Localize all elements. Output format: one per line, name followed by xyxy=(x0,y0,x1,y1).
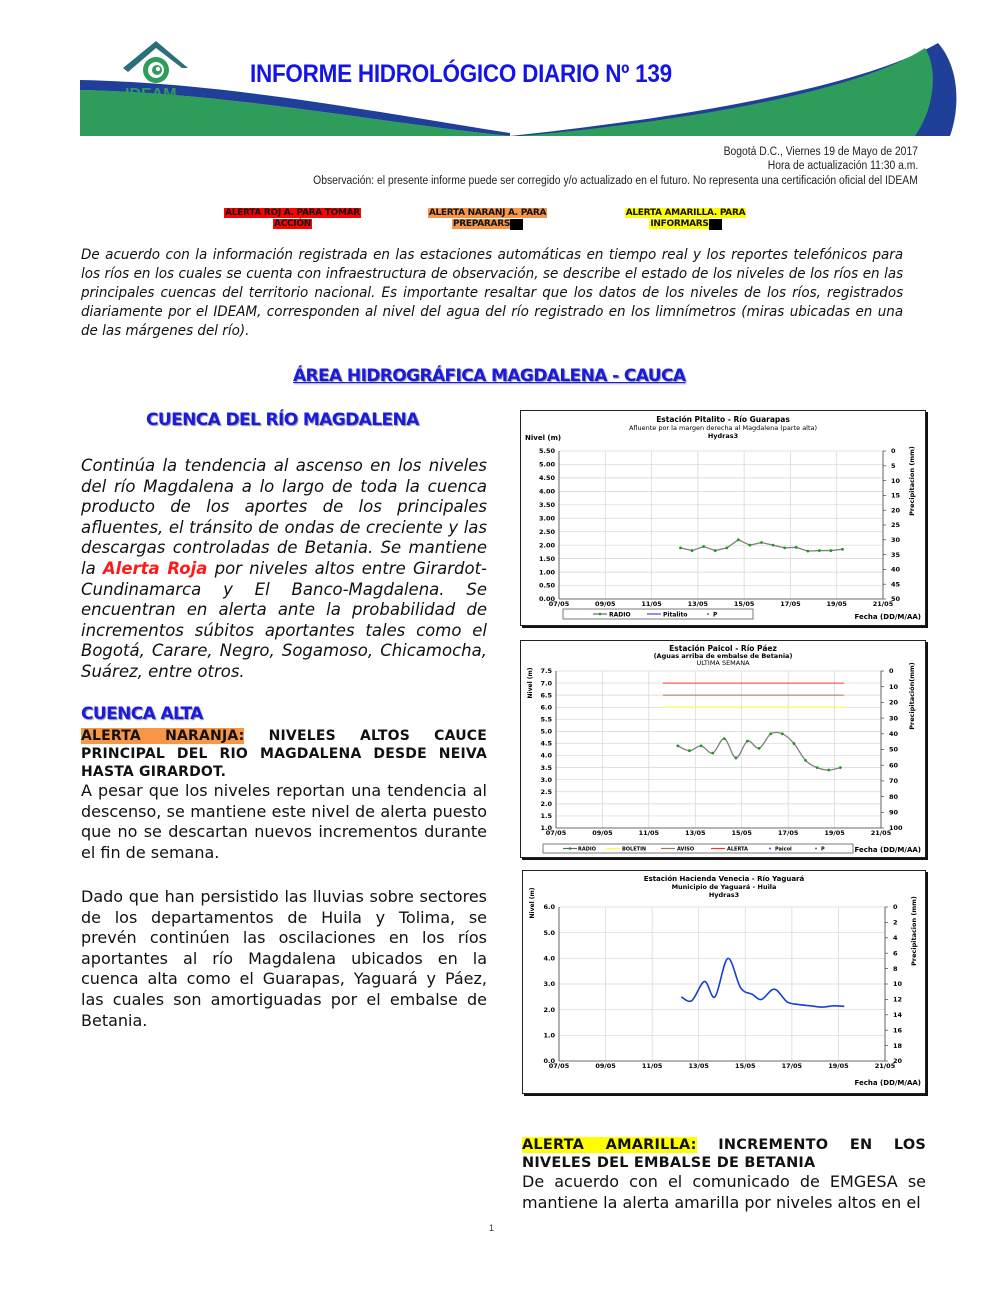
svg-text:20: 20 xyxy=(889,698,899,707)
legend-boletin: BOLETIN xyxy=(622,846,647,853)
alerta-amarilla-label: ALERTA AMARILLA: xyxy=(522,1137,697,1153)
y-axis-label: Nivel (m) xyxy=(529,887,536,919)
legend-yellow-alert xyxy=(618,208,753,230)
svg-text:21/05: 21/05 xyxy=(870,829,892,837)
svg-text:19/05: 19/05 xyxy=(828,1062,849,1070)
svg-text:0.0: 0.0 xyxy=(543,1057,555,1066)
svg-text:3.50: 3.50 xyxy=(538,501,555,510)
svg-text:07/05: 07/05 xyxy=(548,600,570,608)
chart-hacienda-venecia xyxy=(522,870,926,1094)
chart-paicol xyxy=(520,640,926,858)
svg-text:15: 15 xyxy=(891,491,901,500)
alerta-amarilla-section xyxy=(522,1136,926,1213)
svg-text:09/05: 09/05 xyxy=(595,600,616,608)
legend-radio: RADIO xyxy=(578,846,596,853)
legend-orange-alert xyxy=(420,208,555,230)
observation-note: Observación: el presente informe puede ser corregido y/o actualizado en el futuro. No representa una certificación oficial del IDEAM xyxy=(313,175,918,187)
svg-text:4.5: 4.5 xyxy=(540,739,552,748)
svg-text:17/05: 17/05 xyxy=(781,1062,803,1070)
legend-p: P xyxy=(821,846,825,853)
svg-text:3.5: 3.5 xyxy=(540,763,552,772)
svg-text:3.0: 3.0 xyxy=(540,775,552,784)
svg-text:7.5: 7.5 xyxy=(540,667,552,676)
svg-text:4.00: 4.00 xyxy=(538,487,555,496)
svg-text:10: 10 xyxy=(891,476,901,485)
page-number: 1 xyxy=(489,1223,495,1233)
svg-text:35: 35 xyxy=(891,550,901,559)
update-time: Hora de actualización 11:30 a.m. xyxy=(767,160,918,172)
cuenca-text-1: Continúa la tendencia al ascenso en los niveles del río Magdalena a lo largo de toda la cuenca producto de los aportes de los principales afluentes, el tránsito de ondas de creciente y las descargas controladas de Betania. Se mantiene la xyxy=(81,456,487,578)
svg-text:6.0: 6.0 xyxy=(543,903,555,912)
svg-text:5.50: 5.50 xyxy=(538,447,555,456)
y-axis-label: Nivel (m) xyxy=(525,434,562,442)
chart-pitalito xyxy=(520,410,926,626)
alerta-amarilla-para: De acuerdo con el comunicado de EMGESA se mantiene la alerta amarilla por niveles altos en el xyxy=(522,1172,926,1212)
chart-subtitle: Municipio de Yaguará - Huila xyxy=(671,883,777,891)
svg-text:15/05: 15/05 xyxy=(733,600,755,608)
svg-text:0.50: 0.50 xyxy=(538,581,555,590)
svg-text:2: 2 xyxy=(893,918,898,927)
x-axis-label: Fecha (DD/M/AA) xyxy=(854,846,921,854)
alerta-naranja-heading xyxy=(81,727,487,781)
chart-subtitle: Afluente por la margen derecha al Magdalena (parte alta) xyxy=(628,424,818,432)
y2-axis-label: Precipitación(mm) xyxy=(908,662,916,730)
svg-text:1.5: 1.5 xyxy=(540,812,552,821)
alerta-naranja-text: NIVELES ALTOS CAUCE PRINCIPAL DEL RIO MAGDALENA DESDE NEIVA HASTA GIRARDOT. xyxy=(81,728,487,780)
svg-text:8: 8 xyxy=(893,964,898,973)
legend-yellow-line2: INFORMARS xyxy=(650,219,709,229)
chart-subtitle: (Aguas arriba de embalse de Betania) xyxy=(653,652,793,660)
svg-text:0: 0 xyxy=(891,447,896,456)
chart-subtitle2: ULTIMA SEMANA xyxy=(696,659,750,667)
svg-text:1.0: 1.0 xyxy=(543,1031,555,1040)
svg-text:09/05: 09/05 xyxy=(595,1062,616,1070)
chart-title: Estación Hacienda Venecia - Río Yaguará xyxy=(643,875,805,883)
svg-text:2.50: 2.50 xyxy=(538,527,555,536)
svg-text:19/05: 19/05 xyxy=(824,829,845,837)
legend-paicol: Paicol xyxy=(775,846,792,853)
svg-text:13/05: 13/05 xyxy=(685,829,706,837)
chart-title: Estación Paicol - Río Páez xyxy=(669,644,777,653)
chart-subtitle2: Hydras3 xyxy=(707,432,739,440)
svg-text:90: 90 xyxy=(889,808,899,817)
svg-text:2.5: 2.5 xyxy=(540,787,552,796)
cuenca-paragraph xyxy=(81,456,487,683)
svg-text:6.5: 6.5 xyxy=(540,691,552,700)
svg-text:6.0: 6.0 xyxy=(540,703,552,712)
svg-text:3.00: 3.00 xyxy=(538,514,555,523)
svg-text:5.0: 5.0 xyxy=(543,928,555,937)
svg-text:19/05: 19/05 xyxy=(826,600,847,608)
svg-text:10: 10 xyxy=(893,980,903,989)
area-title: ÁREA HIDROGRÁFICA MAGDALENA - CAUCA xyxy=(293,366,686,386)
svg-text:6: 6 xyxy=(893,949,898,958)
alerta-roja-highlight: Alerta Roja xyxy=(102,558,208,578)
svg-text:2.0: 2.0 xyxy=(540,800,552,809)
svg-text:3.0: 3.0 xyxy=(543,980,555,989)
svg-text:5: 5 xyxy=(891,462,896,470)
redaction-block xyxy=(510,219,523,230)
svg-text:07/05: 07/05 xyxy=(548,1062,570,1070)
svg-text:30: 30 xyxy=(891,536,901,544)
svg-text:12: 12 xyxy=(893,995,903,1004)
legend-yellow-line1: ALERTA AMARILLA. PARA xyxy=(625,208,746,218)
svg-text:7.0: 7.0 xyxy=(540,679,552,688)
svg-text:13/05: 13/05 xyxy=(687,600,709,608)
logo-text: IDEAM xyxy=(125,86,177,103)
svg-text:40: 40 xyxy=(889,730,899,738)
svg-text:07/05: 07/05 xyxy=(545,829,567,837)
legend-orange-line1: ALERTA NARANJ A. PARA xyxy=(428,208,547,218)
svg-text:10: 10 xyxy=(889,682,899,691)
alerta-naranja-label: ALERTA NARANJA: xyxy=(81,728,245,744)
alerta-amarilla-text: INCREMENTO EN LOS NIVELES DEL EMBALSE DE BETANIA xyxy=(522,1137,926,1171)
svg-text:30: 30 xyxy=(889,714,899,723)
svg-text:80: 80 xyxy=(889,792,899,801)
svg-text:4.0: 4.0 xyxy=(543,954,555,963)
svg-text:15/05: 15/05 xyxy=(731,829,752,837)
alerta-amarilla-heading xyxy=(522,1136,926,1172)
svg-text:1.0: 1.0 xyxy=(540,824,552,833)
svg-text:50: 50 xyxy=(891,595,901,604)
cuenca-alta-section xyxy=(81,727,487,863)
cuenca-alta-para1: A pesar que los niveles reportan una tendencia al descenso, se mantiene este nivel de alerta puesto que no se descartan nuevos incrementos durante el fin de semana. xyxy=(81,781,487,862)
svg-text:20: 20 xyxy=(893,1057,903,1066)
redaction-block xyxy=(709,219,722,230)
svg-text:5.00: 5.00 xyxy=(538,460,555,469)
svg-text:100: 100 xyxy=(889,824,903,833)
x-axis-label: Fecha (DD/M/AA) xyxy=(854,613,921,621)
x-axis-label: Fecha (DD/M/AA) xyxy=(854,1079,921,1087)
cuenca-alta-title: CUENCA ALTA xyxy=(81,704,203,724)
y-axis-label: Nivel (m) xyxy=(527,667,534,699)
legend-pitalito: Pitalito xyxy=(663,611,688,619)
chart-subtitle2: Hydras3 xyxy=(708,891,740,899)
svg-text:25: 25 xyxy=(891,521,901,530)
svg-text:5.5: 5.5 xyxy=(540,715,552,724)
svg-text:1.50: 1.50 xyxy=(538,554,555,563)
chart-title: Estación Pitalito - Río Guarapas xyxy=(656,415,790,424)
svg-text:4: 4 xyxy=(893,934,898,942)
cuenca-title: CUENCA DEL RÍO MAGDALENA xyxy=(146,410,419,430)
svg-text:21/05: 21/05 xyxy=(874,1062,896,1070)
legend-red-line1: ALERTA ROJ A. PARA TOMAR xyxy=(225,208,360,218)
svg-text:0: 0 xyxy=(889,667,894,676)
svg-text:11/05: 11/05 xyxy=(641,1062,663,1070)
cuenca-text-2: por niveles altos entre Girardot-Cundinamarca y El Banco-Magdalena. Se encuentran en alerta ante la probabilidad de incrementos súbitos aportantes tales como el Bogotá, Carare, Negro, Sogamoso, Chicamocha, Suárez, entre otros. xyxy=(81,558,487,681)
y2-axis-label: Precipitacion (mm) xyxy=(910,896,918,966)
svg-text:2.0: 2.0 xyxy=(543,1005,555,1014)
date-line: Bogotá D.C., Viernes 19 de Mayo de 2017 xyxy=(723,146,918,158)
svg-text:60: 60 xyxy=(889,761,899,770)
svg-text:16: 16 xyxy=(893,1026,903,1035)
svg-text:13/05: 13/05 xyxy=(688,1062,709,1070)
svg-text:50: 50 xyxy=(889,745,899,754)
y2-axis-label: Precipitacion (mm) xyxy=(908,446,916,516)
svg-text:40: 40 xyxy=(891,565,901,574)
svg-text:15/05: 15/05 xyxy=(735,1062,756,1070)
svg-text:17/05: 17/05 xyxy=(777,829,799,837)
svg-text:20: 20 xyxy=(891,506,901,515)
svg-text:0.00: 0.00 xyxy=(538,595,555,604)
svg-text:21/05: 21/05 xyxy=(872,600,894,608)
svg-text:70: 70 xyxy=(889,777,899,786)
intro-paragraph: De acuerdo con la información registrada en las estaciones automáticas en tiempo real y los reportes telefónicos para los ríos en los cuales se cuenta con infraestructura de observación, se describe el estado de los niveles de los ríos en las principales cuencas del territorio nacional. Es importante resaltar que los datos de los niveles de los ríos, registrados diariamente por el IDEAM, corresponden al nivel del agua del río registrado en los limnímetros (miras ubicadas en una de las márgenes del río). xyxy=(81,247,904,339)
legend-alerta: ALERTA xyxy=(727,846,748,853)
svg-text:14: 14 xyxy=(893,1011,903,1019)
svg-text:0: 0 xyxy=(893,903,898,912)
legend-orange-line2: PREPARARS xyxy=(452,219,511,229)
svg-text:4.50: 4.50 xyxy=(538,474,555,483)
svg-text:17/05: 17/05 xyxy=(780,600,801,608)
svg-text:2.00: 2.00 xyxy=(538,541,555,550)
legend-radio: RADIO xyxy=(609,611,631,619)
cuenca-alta-para2: Dado que han persistido las lluvias sobre sectores de los departamentos de Huila y Tolima, se prevén continúen las oscilaciones en los ríos aportantes al río Magdalena ubicados en la cuenca alta como el Guarapas, Yaguará y Páez, las cuales son amortiguadas por el embalse de Betania. xyxy=(81,887,487,1030)
svg-text:45: 45 xyxy=(891,580,901,589)
svg-text:11/05: 11/05 xyxy=(638,829,660,837)
svg-text:18: 18 xyxy=(893,1041,903,1050)
legend-red-alert xyxy=(220,208,365,230)
svg-text:11/05: 11/05 xyxy=(641,600,662,608)
svg-text:4.0: 4.0 xyxy=(540,751,552,760)
legend-red-line2: ACCIÓN xyxy=(274,219,311,229)
svg-text:1.00: 1.00 xyxy=(538,568,555,577)
svg-text:5.0: 5.0 xyxy=(540,727,552,736)
legend-aviso: AVISO xyxy=(677,846,695,853)
page-title: INFORME HIDROLÓGICO DIARIO Nº 139 xyxy=(250,60,672,88)
legend-p: P xyxy=(713,611,718,619)
svg-text:09/05: 09/05 xyxy=(592,829,613,837)
